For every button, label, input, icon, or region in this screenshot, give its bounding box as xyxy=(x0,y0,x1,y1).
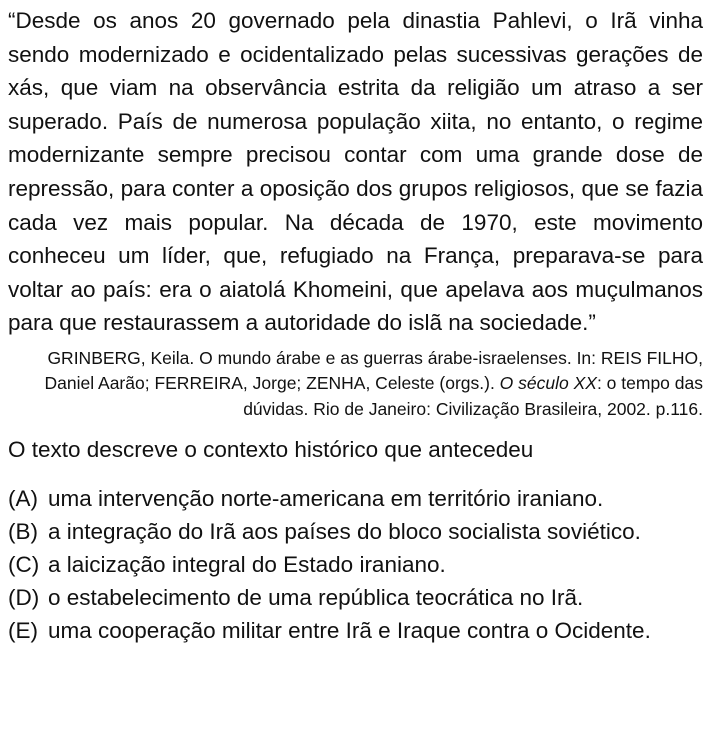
option-letter: (E) xyxy=(8,618,38,644)
option-text: uma cooperação militar entre Irã e Iraque contra o Ocidente. xyxy=(48,618,651,644)
citation-text-end: : o tempo das dúvidas. Rio de Janeiro: Civilização Brasileira, 2002. p.116. xyxy=(243,373,703,419)
option-letter: (B) xyxy=(8,519,38,545)
citation xyxy=(8,346,703,423)
option-a[interactable] xyxy=(8,482,703,515)
option-text: a integração do Irã aos países do bloco socialista soviético. xyxy=(48,519,641,545)
option-text: o estabelecimento de uma república teocrática no Irã. xyxy=(48,585,584,611)
option-d[interactable] xyxy=(8,581,703,614)
option-b[interactable] xyxy=(8,515,703,548)
citation-book-title: O século XX xyxy=(499,373,597,394)
answer-options xyxy=(8,482,703,647)
option-e[interactable] xyxy=(8,614,703,647)
quoted-passage: “Desde os anos 20 governado pela dinastia Pahlevi, o Irã vinha sendo modernizado e ocidentalizado pelas sucessivas gerações de xás, que viam na observância estrita da religião um atraso a ser superado. País de numerosa população xiita, no entanto, o regime modernizante sempre precisou contar com uma grande dose de repressão, para conter a oposição dos grupos religiosos, que se fazia cada vez mais popular. Na década de 1970, este movimento conheceu um líder, que, refugiado na França, preparava-se para voltar ao país: era o aiatolá Khomeini, que apelava aos muçulmanos para que restaurassem a autoridade do islã na sociedade.” xyxy=(8,8,703,336)
option-letter: (C) xyxy=(8,552,40,578)
option-letter: (D) xyxy=(8,585,40,611)
citation-text: GRINBERG, Keila. O mundo árabe e as guerras árabe-israelenses. In: REIS FILHO, Daniel Aarão; FERREIRA, Jorge; ZENHA, Celeste (orgs.). xyxy=(44,347,703,394)
question-page xyxy=(8,4,703,647)
option-letter: (A) xyxy=(8,486,38,512)
question-stem: O texto descreve o contexto histórico que antecedeu xyxy=(8,437,534,463)
option-text: uma intervenção norte-americana em território iraniano. xyxy=(48,486,604,512)
option-c[interactable] xyxy=(8,548,703,581)
option-text: a laicização integral do Estado iraniano. xyxy=(48,552,446,578)
